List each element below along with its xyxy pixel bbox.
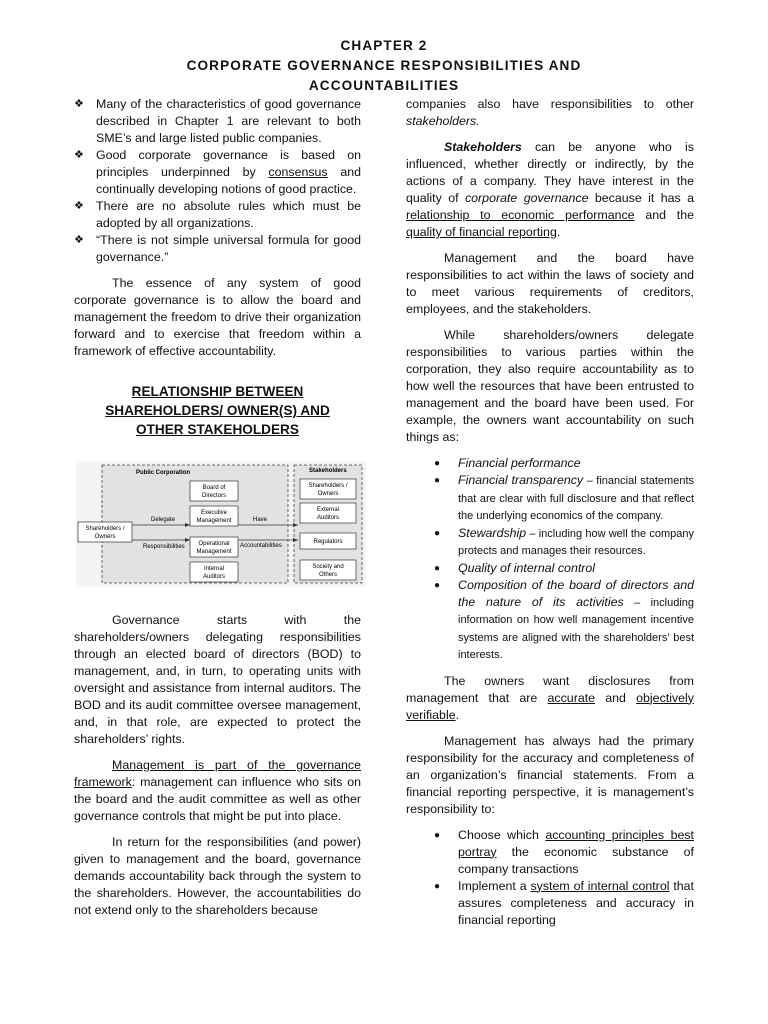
intro-bullet-list — [74, 96, 361, 266]
stakeholders-label: Stakeholders — [309, 468, 347, 474]
stakeholders-paragraph: Stakeholders can be anyone who is influenced, whether directly or indirectly, by the actions of a company. They have interest in the quality of corporate governance because it has a relationship to economic performance and the quality of financial reporting. — [406, 140, 695, 239]
list-item: ● Financial transparency – financial statements that are clear with full disclosure and that reflect the underlying economics of the company. — [434, 473, 694, 522]
svg-text:Others: Others — [318, 572, 338, 578]
essence-paragraph: The essence of any system of good corporate governance is to allow the board and management the freedom to drive their organization forward and to exercise that freedom within a framework of effective accountability. — [74, 276, 361, 358]
governance-paragraph: Governance starts with the shareholders/owners delegating responsibilities through an elected board of directors (BOD) to management, and, in turn, to operating units with oversight and assistance from internal auditors. The BOD and its audit committee oversee management, and, in that role, are expected to protect the shareholders’ rights. — [74, 613, 361, 746]
board-responsibilities-paragraph: Management and the board have responsibilities to act within the laws of society and to meet various requirements of creditors, employees, and the stakeholders. — [406, 251, 694, 316]
svg-text:Shareholders /: Shareholders / — [85, 526, 125, 532]
chapter-label: CHAPTER 2 — [340, 38, 428, 53]
public-corporation-label: Public Corporation — [136, 470, 190, 476]
svg-text:Responsibilities: Responsibilities — [143, 544, 185, 550]
svg-text:Operational: Operational — [198, 541, 230, 547]
svg-text:Owners: Owners — [94, 534, 116, 540]
svg-text:Have: Have — [253, 517, 268, 523]
diamond-bullet-icon: ❖ — [74, 234, 84, 246]
dot-bullet-icon: ● — [434, 829, 441, 841]
chapter-header — [110, 36, 658, 96]
list-item: ● Financial performance — [434, 456, 581, 470]
list-item: ❖ Good corporate governance is based on principles underpinned by consensus and continually developing notions of good practice. — [74, 148, 361, 196]
diamond-bullet-icon: ❖ — [74, 149, 84, 161]
chapter-title-line2: ACCOUNTABILITIES — [308, 78, 460, 93]
dot-bullet-icon: ● — [434, 880, 441, 892]
svg-text:Directors: Directors — [201, 493, 227, 499]
dot-bullet-icon: ● — [434, 562, 441, 574]
dot-bullet-icon: ● — [434, 475, 441, 486]
svg-text:Accountabilities: Accountabilities — [240, 543, 282, 549]
svg-text:Shareholders /: Shareholders / — [308, 483, 348, 489]
dot-bullet-icon: ● — [434, 527, 441, 539]
svg-text:Owners: Owners — [317, 491, 339, 497]
list-item: ● Quality of internal control — [434, 560, 596, 575]
svg-text:Management: Management — [196, 518, 232, 524]
svg-text:Society and: Society and — [312, 564, 344, 570]
dot-bullet-icon: ● — [434, 579, 441, 591]
disclosures-paragraph: The owners want disclosures from management that are accurate and objectively verifiable. — [406, 673, 694, 722]
svg-text:Board of: Board of — [202, 485, 226, 491]
list-item: ● Implement a system of internal control that assures completeness and accuracy in financial reporting — [434, 878, 694, 927]
list-item: ● Choose which accounting principles best portray the economic substance of company transactions — [434, 827, 694, 876]
continuation-paragraph: companies also have responsibilities to other stakeholders. — [406, 97, 694, 128]
return-paragraph: In return for the responsibilities (and power) given to management and the board, governance demands accountability back through the system to the shareholders. However, the accountabilities do not extend only to the shareholders because — [74, 835, 361, 917]
chapter-title-line1: CORPORATE GOVERNANCE RESPONSIBILITIES AND — [186, 58, 582, 73]
management-framework-paragraph: Management is part of the governance framework: management can influence who sits on the board and the audit committee as well as other governance controls that might be put into place. — [74, 758, 361, 823]
svg-text:Internal: Internal — [203, 566, 225, 572]
right-column — [406, 96, 694, 938]
svg-text:Auditors: Auditors — [202, 574, 226, 580]
diamond-bullet-icon: ❖ — [74, 200, 84, 212]
svg-text:External: External — [316, 507, 340, 513]
owner-wants-list — [406, 455, 694, 664]
list-item: ● Composition of the board of directors and the nature of its activities – including information on how well management incentive systems are aligned with the shareholders’ best interests. — [434, 577, 694, 661]
list-item: ❖ “There is not simple universal formula for good governance.” — [74, 233, 361, 264]
list-item: ❖ Many of the characteristics of good governance described in Chapter 1 are relevant to both SME’s and large listed public companies. — [74, 97, 361, 145]
svg-text:Executive: Executive — [200, 510, 228, 516]
list-item: ● Stewardship – including how well the company protects and manages their resources. — [434, 525, 694, 557]
svg-text:Management: Management — [196, 549, 232, 555]
left-column — [74, 96, 361, 928]
section-heading: RELATIONSHIP BETWEEN SHAREHOLDERS/ OWNER(S) AND OTHER STAKEHOLDERS — [105, 384, 330, 437]
svg-text:Delegate: Delegate — [151, 517, 176, 523]
management-responsibility-list — [406, 827, 694, 929]
primary-responsibility-paragraph: Management has always had the primary responsibility for the accuracy and completeness of an organization’s financial statements. From a financial reporting perspective, it is management’s responsibility to: — [406, 733, 694, 816]
svg-text:Auditors: Auditors — [316, 515, 340, 521]
accountability-paragraph: While shareholders/owners delegate responsibilities to various parties within the corporation, they also require accountability as to how well the resources that have been entrusted to management and the board have been used. For example, the owners want accountability on such things as: — [406, 328, 694, 444]
svg-text:Regulators: Regulators — [313, 539, 343, 545]
dot-bullet-icon: ● — [434, 458, 441, 469]
governance-diagram — [76, 461, 366, 587]
diamond-bullet-icon: ❖ — [74, 98, 84, 110]
list-item: ❖ There are no absolute rules which must be adopted by all organizations. — [74, 199, 361, 230]
